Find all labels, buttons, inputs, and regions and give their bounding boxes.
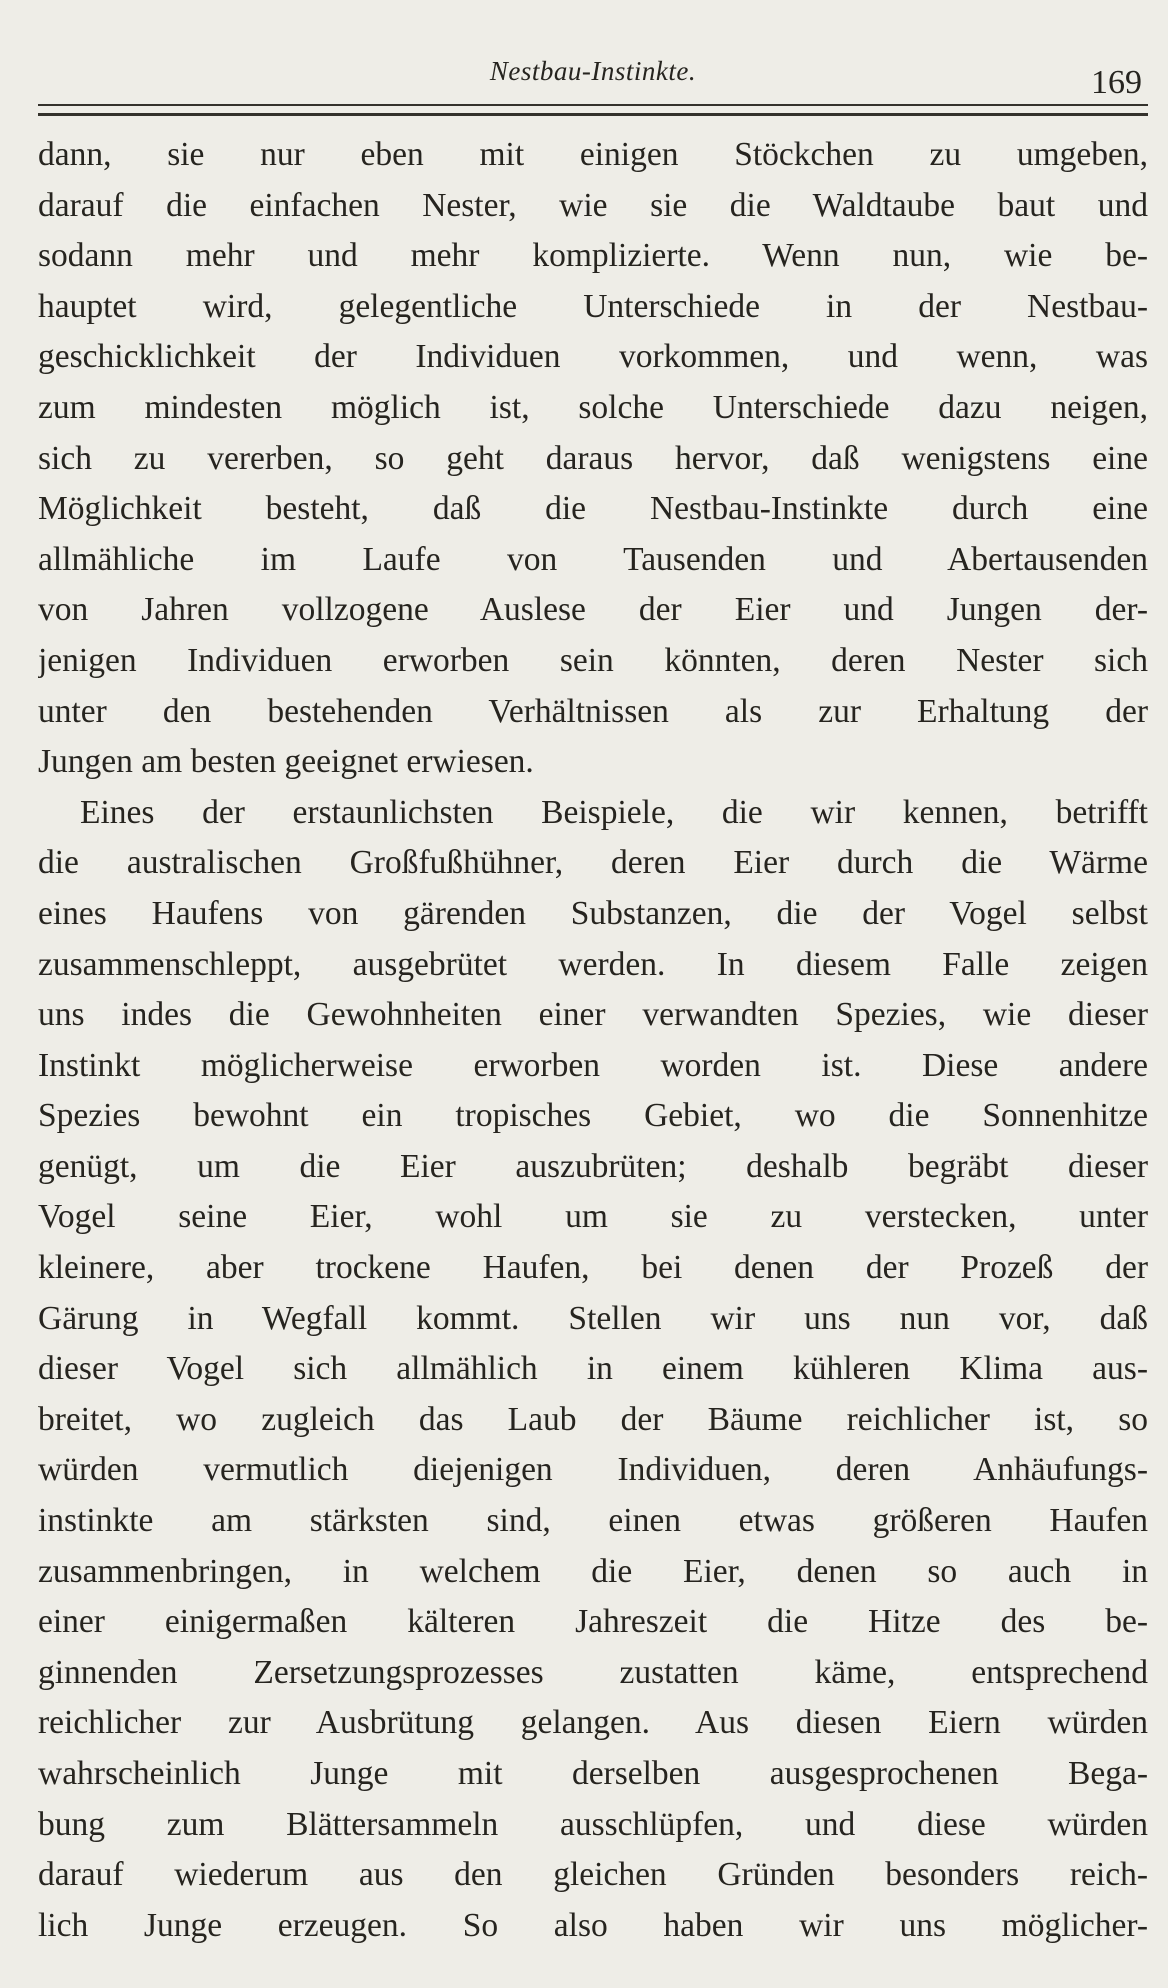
text-line: dieser Vogel sich allmählich in einem kühleren Klima aus-: [38, 1350, 1148, 1388]
running-title: Nestbau-Instinkte.: [489, 56, 697, 86]
text-line: genügt, um die Eier auszubrüten; deshalb begräbt dieser: [38, 1147, 1148, 1185]
text-line: sich zu vererben, so geht daraus hervor, daß wenigstens eine: [38, 439, 1148, 477]
text-line: geschicklichkeit der Individuen vorkommen, und wenn, was: [38, 338, 1148, 376]
text-line: zusammenschleppt, ausgebrütet werden. In diesem Falle zeigen: [38, 945, 1148, 983]
text-line: instinkte am stärksten sind, einen etwas größeren Haufen: [38, 1502, 1148, 1540]
text-line: Spezies bewohnt ein tropisches Gebiet, wo die Sonnenhitze: [38, 1097, 1148, 1135]
text-line: darauf die einfachen Nester, wie sie die Waldtaube baut und: [38, 186, 1148, 224]
text-line: allmähliche im Laufe von Tausenden und Abertausenden: [38, 540, 1148, 578]
text-line: von Jahren vollzogene Auslese der Eier und Jungen der-: [38, 591, 1148, 629]
text-line: Vogel seine Eier, wohl um sie zu verstecken, unter: [38, 1198, 1148, 1236]
page-number: 169: [1091, 64, 1142, 101]
text-line: kleinere, aber trockene Haufen, bei denen der Prozeß der: [38, 1249, 1148, 1287]
paragraph-last-line: Jungen am besten geeignet erwiesen.: [38, 743, 534, 781]
text-line: Gärung in Wegfall kommt. Stellen wir uns nun vor, daß: [38, 1299, 1148, 1337]
text-line: Instinkt möglicherweise erworben worden ist. Diese andere: [38, 1046, 1148, 1084]
text-line: bung zum Blättersammeln ausschlüpfen, und diese würden: [38, 1805, 1148, 1843]
text-line: würden vermutlich diejenigen Individuen, deren Anhäufungs-: [38, 1451, 1148, 1489]
text-line: Möglichkeit besteht, daß die Nestbau-Instinkte durch eine: [38, 490, 1148, 528]
text-line: eines Haufens von gärenden Substanzen, die der Vogel selbst: [38, 894, 1148, 932]
text-line: zusammenbringen, in welchem die Eier, denen so auch in: [38, 1552, 1148, 1590]
body-text: [38, 130, 1148, 1951]
text-line: breitet, wo zugleich das Laub der Bäume reichlicher ist, so: [38, 1400, 1148, 1438]
header-rule-thin: [38, 104, 1148, 106]
text-line: darauf wiederum aus den gleichen Gründen besonders reich-: [38, 1856, 1148, 1894]
text-line: unter den bestehenden Verhältnissen als zur Erhaltung der: [38, 692, 1148, 730]
text-line: wahrscheinlich Junge mit derselben ausgesprochenen Bega-: [38, 1755, 1148, 1792]
text-line: reichlicher zur Ausbrütung gelangen. Aus diesen Eiern würden: [38, 1704, 1148, 1742]
text-line: ginnenden Zersetzungsprozesses zustatten käme, entsprechend: [38, 1653, 1148, 1691]
text-line: dann, sie nur eben mit einigen Stöckchen zu umgeben,: [38, 136, 1148, 173]
text-line: uns indes die Gewohnheiten einer verwandten Spezies, wie dieser: [38, 996, 1148, 1034]
text-line: zum mindesten möglich ist, solche Unterschiede dazu neigen,: [38, 388, 1148, 426]
text-line: jenigen Individuen erworben sein könnten, deren Nester sich: [38, 641, 1148, 679]
running-head: [38, 52, 1148, 101]
header-rule-thick: [38, 113, 1148, 116]
text-line: einer einigermaßen kälteren Jahreszeit die Hitze des be-: [38, 1603, 1148, 1641]
paragraph-first-line: Eines der erstaunlichsten Beispiele, die wir kennen, betrifft: [80, 793, 1148, 831]
text-line: sodann mehr und mehr komplizierte. Wenn nun, wie be-: [38, 237, 1148, 275]
text-line: hauptet wird, gelegentliche Unterschiede in der Nestbau-: [38, 287, 1148, 325]
text-line: lich Junge erzeugen. So also haben wir uns möglicher-: [38, 1906, 1148, 1944]
text-line: die australischen Großfußhühner, deren Eier durch die Wärme: [38, 844, 1148, 882]
